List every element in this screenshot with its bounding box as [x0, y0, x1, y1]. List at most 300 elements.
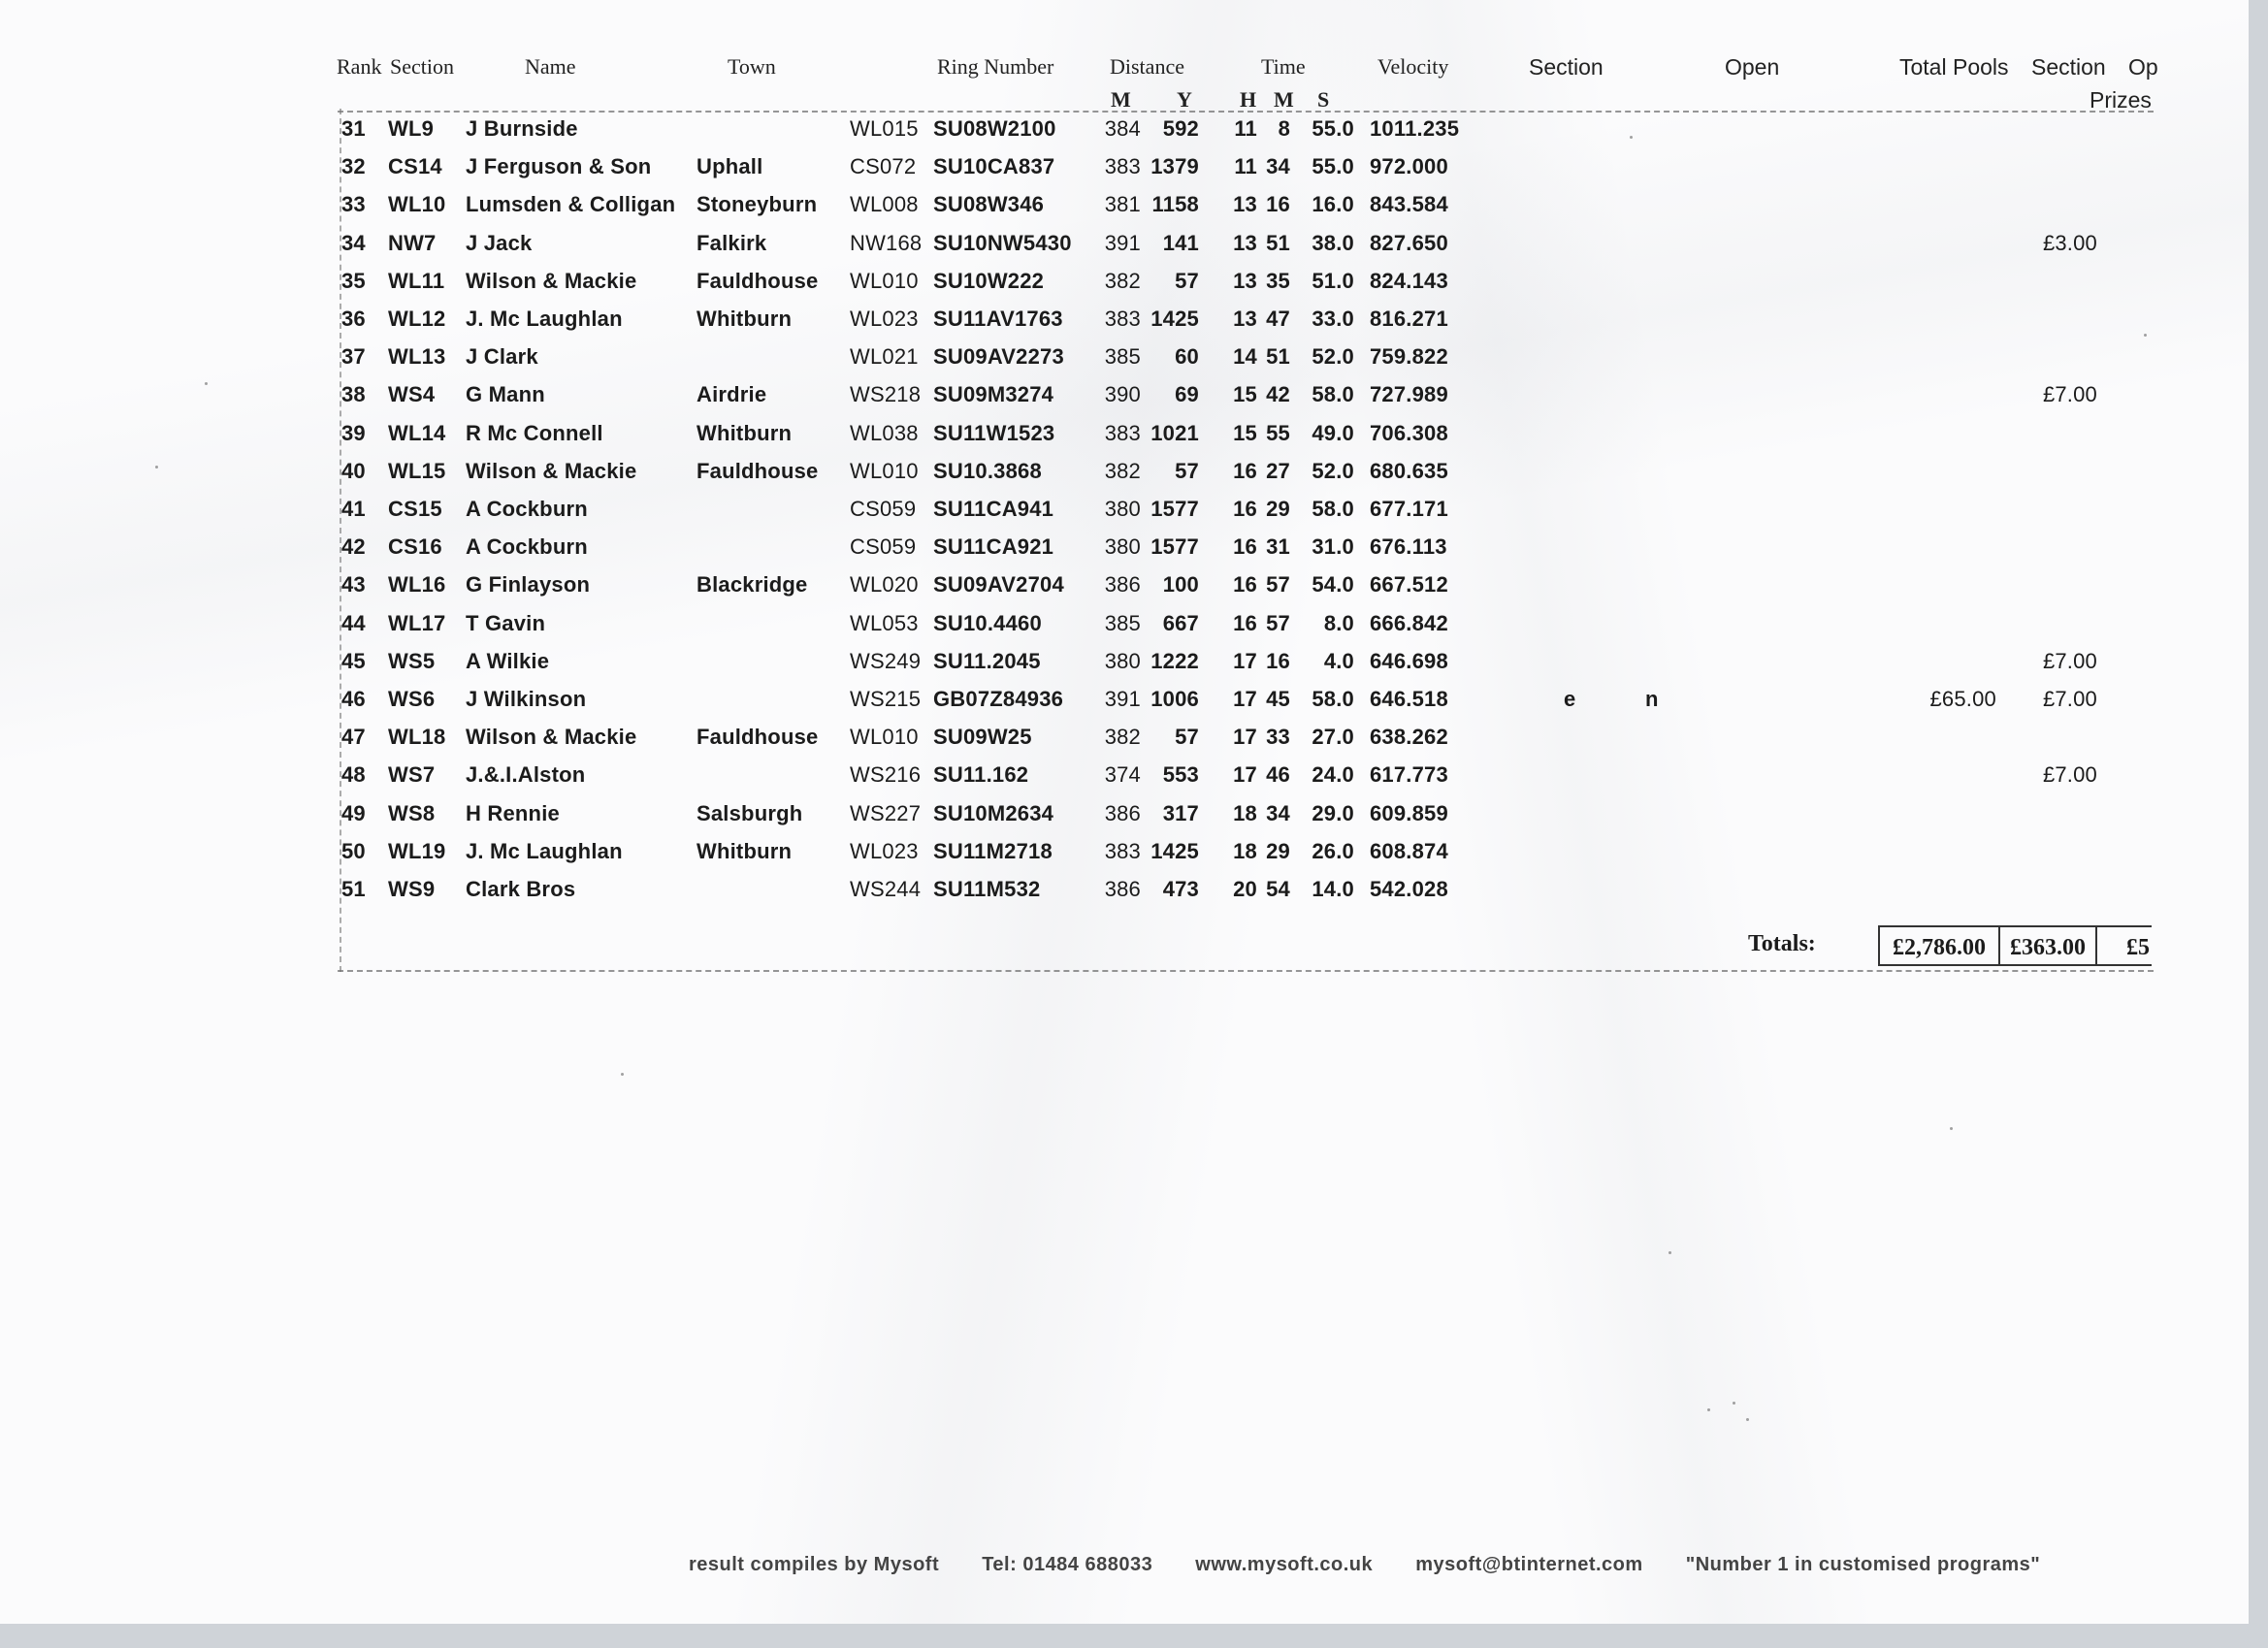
time-seconds-cell: 26.0	[1312, 838, 1354, 863]
club-code-cell: WS227	[850, 800, 922, 825]
distance-miles-cell: 382	[1104, 725, 1141, 750]
club-code-cell: NW168	[850, 230, 923, 255]
distance-miles-cell: 380	[1104, 648, 1141, 673]
rank-cell: 48	[341, 762, 366, 788]
velocity-cell: 617.773	[1370, 762, 1448, 788]
time-hours-cell: 16	[1233, 497, 1257, 521]
table-row	[0, 833, 2268, 870]
distance-miles-cell: 386	[1104, 877, 1141, 901]
distance-yards-cell: 1577	[1150, 534, 1199, 560]
table-row	[0, 339, 2268, 375]
ring-number-cell: SU10CA837	[933, 154, 1055, 179]
time-minutes-cell: 42	[1266, 382, 1290, 407]
time-minutes-cell: 57	[1266, 572, 1290, 598]
distance-yards-cell: 667	[1162, 610, 1199, 635]
section-cell: WL17	[388, 610, 446, 635]
table-row	[0, 225, 2268, 262]
table-row	[0, 148, 2268, 185]
name-cell: J.&.I.Alston	[466, 762, 586, 788]
velocity-cell: 816.271	[1370, 307, 1448, 331]
scan-speck	[1707, 1408, 1710, 1411]
distance-miles-cell: 382	[1104, 268, 1141, 293]
section-prizes-cell: £7.00	[2042, 762, 2097, 788]
time-seconds-cell: 14.0	[1312, 877, 1354, 901]
distance-yards-cell: 1006	[1150, 687, 1199, 711]
scan-speck	[1669, 1251, 1671, 1254]
time-hours-cell: 15	[1233, 382, 1257, 407]
velocity-cell: 824.143	[1370, 268, 1448, 293]
velocity-cell: 608.874	[1370, 838, 1448, 863]
time-hours-cell: 20	[1233, 877, 1257, 901]
ring-number-cell: SU11.162	[933, 762, 1029, 788]
time-hours-cell: 13	[1233, 307, 1257, 331]
table-row	[0, 453, 2268, 490]
velocity-cell: 646.518	[1370, 687, 1448, 711]
name-cell: J Wilkinson	[466, 687, 587, 711]
distance-miles-cell: 386	[1104, 800, 1141, 825]
club-code-cell: WL053	[850, 610, 919, 635]
velocity-cell: 706.308	[1370, 420, 1448, 445]
distance-miles-cell: 390	[1104, 382, 1141, 407]
club-code-cell: WL020	[850, 572, 919, 598]
time-minutes-cell: 55	[1266, 420, 1290, 445]
distance-miles-cell: 385	[1104, 610, 1141, 635]
rank-cell: 40	[341, 458, 366, 483]
table-row	[0, 643, 2268, 680]
ring-number-cell: SU08W2100	[933, 116, 1056, 141]
time-hours-cell: 13	[1233, 230, 1257, 255]
ring-number-cell: SU11M2718	[933, 838, 1053, 863]
table-row	[0, 566, 2268, 603]
time-seconds-cell: 16.0	[1312, 192, 1354, 217]
section-prizes-cell: £7.00	[2042, 687, 2097, 711]
distance-yards-cell: 100	[1162, 572, 1199, 598]
time-minutes-cell: 27	[1266, 458, 1290, 483]
name-cell: A Cockburn	[466, 534, 588, 560]
distance-yards-cell: 1158	[1151, 192, 1199, 217]
time-hours-cell: 18	[1233, 800, 1257, 825]
town-cell: Whitburn	[697, 420, 793, 445]
table-row	[0, 491, 2268, 528]
table-row	[0, 263, 2268, 300]
name-cell: R Mc Connell	[466, 420, 603, 445]
distance-miles-cell: 374	[1104, 762, 1141, 788]
club-code-cell: WL023	[850, 307, 919, 331]
name-cell: G Mann	[466, 382, 545, 407]
time-minutes-cell: 29	[1266, 497, 1290, 521]
ring-number-cell: GB07Z84936	[933, 687, 1064, 711]
time-hours-cell: 17	[1233, 762, 1257, 788]
time-seconds-cell: 8.0	[1323, 610, 1354, 635]
club-code-cell: CS059	[850, 497, 917, 521]
time-seconds-cell: 27.0	[1312, 725, 1354, 750]
ring-number-cell: SU11CA921	[933, 534, 1054, 560]
rank-cell: 39	[341, 420, 366, 445]
distance-miles-cell: 383	[1104, 420, 1141, 445]
rank-cell: 50	[341, 838, 366, 863]
distance-miles-cell: 380	[1104, 534, 1141, 560]
time-hours-cell: 16	[1233, 610, 1257, 635]
header-section-prize: Section	[1529, 54, 1604, 80]
header-velocity: Velocity	[1377, 54, 1449, 79]
ring-number-cell: SU10NW5430	[933, 230, 1072, 255]
ring-number-cell: SU11AV1763	[933, 307, 1063, 331]
time-minutes-cell: 8	[1278, 116, 1290, 141]
time-seconds-cell: 29.0	[1312, 800, 1354, 825]
time-seconds-cell: 52.0	[1312, 458, 1354, 483]
header-op: Op	[2128, 54, 2158, 80]
rank-cell: 46	[341, 687, 366, 711]
velocity-cell: 680.635	[1370, 458, 1448, 483]
club-code-cell: WS215	[850, 687, 922, 711]
header-total-pools: Total Pools	[1899, 54, 2009, 80]
name-cell: A Cockburn	[466, 497, 588, 521]
velocity-cell: 667.512	[1370, 572, 1448, 598]
name-cell: Lumsden & Colligan	[466, 192, 676, 217]
time-minutes-cell: 54	[1266, 877, 1290, 901]
rank-cell: 44	[341, 610, 366, 635]
name-cell: J. Mc Laughlan	[466, 307, 623, 331]
section-cell: WL11	[388, 268, 445, 293]
distance-yards-cell: 57	[1175, 268, 1199, 293]
section-cell: WS8	[388, 800, 436, 825]
rank-cell: 36	[341, 307, 366, 331]
rank-cell: 33	[341, 192, 366, 217]
footer-compiler-info	[689, 1550, 2077, 1575]
section-cell: WS5	[388, 648, 436, 673]
time-hours-cell: 17	[1233, 648, 1257, 673]
section-cell: WL14	[388, 420, 446, 445]
header-open: Open	[1725, 54, 1780, 80]
rank-cell: 34	[341, 230, 366, 255]
table-row	[0, 415, 2268, 452]
time-hours-cell: 18	[1233, 838, 1257, 863]
name-cell: J Clark	[466, 344, 538, 370]
header-distance-yards: Y	[1177, 87, 1192, 112]
time-minutes-cell: 57	[1266, 610, 1290, 635]
name-cell: Wilson & Mackie	[466, 458, 637, 483]
town-cell: Fauldhouse	[697, 268, 819, 293]
distance-miles-cell: 383	[1104, 154, 1141, 179]
header-time-minutes: M	[1274, 87, 1294, 112]
time-minutes-cell: 34	[1266, 154, 1290, 179]
time-hours-cell: 16	[1233, 458, 1257, 483]
time-seconds-cell: 58.0	[1312, 497, 1354, 521]
time-minutes-cell: 51	[1266, 230, 1290, 255]
ring-number-cell: SU11CA941	[933, 497, 1054, 521]
time-minutes-cell: 47	[1266, 307, 1290, 331]
table-row	[0, 111, 2268, 147]
scan-speck	[1733, 1402, 1735, 1405]
distance-miles-cell: 382	[1104, 458, 1141, 483]
distance-miles-cell: 391	[1104, 687, 1141, 711]
time-minutes-cell: 16	[1266, 192, 1290, 217]
table-row	[0, 301, 2268, 338]
section-cell: WS7	[388, 762, 436, 788]
distance-miles-cell: 383	[1104, 307, 1141, 331]
distance-yards-cell: 1425	[1150, 838, 1199, 863]
club-code-cell: WL010	[850, 268, 919, 293]
time-minutes-cell: 46	[1266, 762, 1290, 788]
time-hours-cell: 13	[1233, 268, 1257, 293]
section-cell: WL19	[388, 838, 446, 863]
town-cell: Airdrie	[697, 382, 767, 407]
distance-yards-cell: 592	[1162, 116, 1199, 141]
time-seconds-cell: 52.0	[1312, 344, 1354, 370]
scan-speck	[155, 466, 158, 469]
club-code-cell: WL023	[850, 838, 919, 863]
distance-yards-cell: 57	[1175, 725, 1199, 750]
distance-miles-cell: 391	[1104, 230, 1141, 255]
header-ring-number: Ring Number	[937, 54, 1054, 79]
name-cell: H Rennie	[466, 800, 560, 825]
open-prize-cell: n	[1645, 687, 1659, 711]
name-cell: J Burnside	[466, 116, 578, 141]
distance-miles-cell: 383	[1104, 838, 1141, 863]
totals-label: Totals:	[1748, 931, 1816, 956]
time-seconds-cell: 33.0	[1312, 307, 1354, 331]
town-cell: Salsburgh	[697, 800, 803, 825]
header-section-prizes: Section	[2031, 54, 2106, 80]
section-prizes-cell: £7.00	[2042, 382, 2097, 407]
name-cell: J. Mc Laughlan	[466, 838, 623, 863]
section-cell: WL15	[388, 458, 446, 483]
time-hours-cell: 14	[1233, 344, 1257, 370]
rank-cell: 49	[341, 800, 366, 825]
rank-cell: 32	[341, 154, 366, 179]
table-row	[0, 719, 2268, 756]
rank-cell: 38	[341, 382, 366, 407]
name-cell: A Wilkie	[466, 648, 550, 673]
section-cell: WS9	[388, 877, 436, 901]
footer-email: mysoft@btinternet.com	[1415, 1554, 1643, 1575]
section-cell: WL13	[388, 344, 446, 370]
time-seconds-cell: 58.0	[1312, 687, 1354, 711]
ring-number-cell: SU09AV2273	[933, 344, 1064, 370]
section-cell: CS16	[388, 534, 442, 560]
time-minutes-cell: 31	[1266, 534, 1290, 560]
section-prizes-cell: £7.00	[2042, 648, 2097, 673]
scan-speck	[205, 382, 208, 385]
distance-miles-cell: 381	[1104, 192, 1141, 217]
town-cell: Fauldhouse	[697, 725, 819, 750]
header-distance-miles: M	[1111, 87, 1131, 112]
total-section-value: £363.00	[1998, 925, 2097, 966]
total-open-value: £5	[2095, 925, 2152, 966]
ring-number-cell: SU09W25	[933, 725, 1032, 750]
ring-number-cell: SU08W346	[933, 192, 1045, 217]
time-hours-cell: 11	[1234, 154, 1257, 179]
distance-yards-cell: 317	[1162, 800, 1199, 825]
time-seconds-cell: 51.0	[1312, 268, 1354, 293]
club-code-cell: WS249	[850, 648, 922, 673]
section-cell: NW7	[388, 230, 437, 255]
time-minutes-cell: 35	[1266, 268, 1290, 293]
club-code-cell: WS218	[850, 382, 922, 407]
distance-yards-cell: 553	[1162, 762, 1199, 788]
time-seconds-cell: 58.0	[1312, 382, 1354, 407]
time-hours-cell: 15	[1233, 420, 1257, 445]
header-time-seconds: S	[1317, 87, 1330, 112]
time-minutes-cell: 45	[1266, 687, 1290, 711]
town-cell: Uphall	[697, 154, 763, 179]
distance-yards-cell: 1379	[1150, 154, 1199, 179]
time-hours-cell: 16	[1233, 572, 1257, 598]
table-row	[0, 605, 2268, 642]
distance-miles-cell: 384	[1104, 116, 1141, 141]
table-row	[0, 757, 2268, 793]
town-cell: Whitburn	[697, 838, 793, 863]
header-time: Time	[1261, 54, 1306, 79]
time-hours-cell: 11	[1234, 116, 1257, 141]
name-cell: J Ferguson & Son	[466, 154, 652, 179]
section-prizes-cell: £3.00	[2042, 230, 2097, 255]
ring-number-cell: SU10.4460	[933, 610, 1042, 635]
time-minutes-cell: 16	[1266, 648, 1290, 673]
section-prize-cell: e	[1564, 687, 1576, 711]
velocity-cell: 638.262	[1370, 725, 1448, 750]
footer-compiler: result compiles by Mysoft	[689, 1554, 940, 1575]
time-hours-cell: 17	[1233, 687, 1257, 711]
rank-cell: 35	[341, 268, 366, 293]
name-cell: J Jack	[466, 230, 533, 255]
velocity-cell: 727.989	[1370, 382, 1448, 407]
section-cell: WS6	[388, 687, 436, 711]
footer-tel: Tel: 01484 688033	[982, 1554, 1153, 1575]
rank-cell: 42	[341, 534, 366, 560]
club-code-cell: WL008	[850, 192, 919, 217]
club-code-cell: WS216	[850, 762, 922, 788]
club-code-cell: WS244	[850, 877, 922, 901]
time-seconds-cell: 55.0	[1312, 116, 1354, 141]
velocity-cell: 972.000	[1370, 154, 1448, 179]
footer-web: www.mysoft.co.uk	[1195, 1554, 1374, 1575]
header-section: Section	[390, 54, 454, 79]
club-code-cell: WL015	[850, 116, 919, 141]
distance-yards-cell: 1577	[1150, 497, 1199, 521]
time-seconds-cell: 24.0	[1312, 762, 1354, 788]
name-cell: Wilson & Mackie	[466, 268, 637, 293]
time-minutes-cell: 51	[1266, 344, 1290, 370]
footer-slogan: "Number 1 in customised programs"	[1685, 1554, 2041, 1575]
section-cell: WS4	[388, 382, 436, 407]
velocity-cell: 609.859	[1370, 800, 1448, 825]
table-row	[0, 795, 2268, 832]
scan-speck	[621, 1073, 624, 1076]
ring-number-cell: SU09M3274	[933, 382, 1054, 407]
total-pools-cell: £65.00	[1929, 687, 1996, 711]
table-row	[0, 681, 2268, 718]
header-time-hours: H	[1240, 87, 1257, 112]
time-minutes-cell: 29	[1266, 838, 1290, 863]
table-row	[0, 871, 2268, 908]
distance-yards-cell: 69	[1175, 382, 1199, 407]
velocity-cell: 1011.235	[1370, 116, 1460, 141]
table-row	[0, 376, 2268, 413]
ring-number-cell: SU09AV2704	[933, 572, 1064, 598]
rank-cell: 47	[341, 725, 366, 750]
section-cell: CS14	[388, 154, 442, 179]
time-minutes-cell: 33	[1266, 725, 1290, 750]
club-code-cell: WL038	[850, 420, 919, 445]
rank-cell: 41	[341, 497, 366, 521]
ring-number-cell: SU11W1523	[933, 420, 1055, 445]
scan-speck	[2144, 334, 2147, 337]
section-cell: WL12	[388, 307, 446, 331]
header-town: Town	[728, 54, 776, 79]
velocity-cell: 666.842	[1370, 610, 1448, 635]
club-code-cell: CS072	[850, 154, 917, 179]
ring-number-cell: SU11M532	[933, 877, 1041, 901]
table-row	[0, 529, 2268, 565]
rank-cell: 37	[341, 344, 366, 370]
section-cell: WL18	[388, 725, 446, 750]
table-row	[0, 186, 2268, 223]
town-cell: Blackridge	[697, 572, 808, 598]
distance-miles-cell: 385	[1104, 344, 1141, 370]
rank-cell: 43	[341, 572, 366, 598]
distance-yards-cell: 473	[1162, 877, 1199, 901]
header-name: Name	[525, 54, 576, 79]
header-distance: Distance	[1110, 54, 1184, 79]
club-code-cell: WL010	[850, 725, 919, 750]
rank-cell: 51	[341, 877, 366, 901]
time-seconds-cell: 54.0	[1312, 572, 1354, 598]
town-cell: Fauldhouse	[697, 458, 819, 483]
distance-yards-cell: 60	[1175, 344, 1199, 370]
velocity-cell: 542.028	[1370, 877, 1448, 901]
time-seconds-cell: 38.0	[1312, 230, 1354, 255]
distance-miles-cell: 386	[1104, 572, 1141, 598]
ring-number-cell: SU10W222	[933, 268, 1045, 293]
section-cell: WL9	[388, 116, 435, 141]
velocity-cell: 843.584	[1370, 192, 1448, 217]
distance-yards-cell: 1222	[1150, 648, 1199, 673]
time-hours-cell: 16	[1233, 534, 1257, 560]
distance-yards-cell: 141	[1162, 230, 1199, 255]
header-prizes: Prizes	[2090, 87, 2152, 113]
scan-speck	[1950, 1127, 1953, 1130]
distance-yards-cell: 57	[1175, 458, 1199, 483]
time-seconds-cell: 49.0	[1312, 420, 1354, 445]
time-seconds-cell: 31.0	[1312, 534, 1354, 560]
time-hours-cell: 13	[1233, 192, 1257, 217]
scan-speck	[1630, 136, 1633, 139]
ring-number-cell: SU10.3868	[933, 458, 1042, 483]
velocity-cell: 759.822	[1370, 344, 1448, 370]
time-hours-cell: 17	[1233, 725, 1257, 750]
rank-cell: 31	[341, 116, 366, 141]
rank-cell: 45	[341, 648, 366, 673]
name-cell: G Finlayson	[466, 572, 591, 598]
town-cell: Falkirk	[697, 230, 767, 255]
club-code-cell: WL021	[850, 344, 919, 370]
name-cell: Clark Bros	[466, 877, 576, 901]
scan-speck	[1746, 1418, 1749, 1421]
distance-yards-cell: 1425	[1150, 307, 1199, 331]
time-seconds-cell: 55.0	[1312, 154, 1354, 179]
velocity-cell: 646.698	[1370, 648, 1448, 673]
distance-miles-cell: 380	[1104, 497, 1141, 521]
town-cell: Stoneyburn	[697, 192, 818, 217]
total-pools-value: £2,786.00	[1878, 925, 2000, 966]
table-bottom-divider	[338, 970, 2154, 972]
time-seconds-cell: 4.0	[1323, 648, 1354, 673]
ring-number-cell: SU10M2634	[933, 800, 1054, 825]
town-cell: Whitburn	[697, 307, 793, 331]
velocity-cell: 827.650	[1370, 230, 1448, 255]
header-rank: Rank	[337, 54, 382, 79]
